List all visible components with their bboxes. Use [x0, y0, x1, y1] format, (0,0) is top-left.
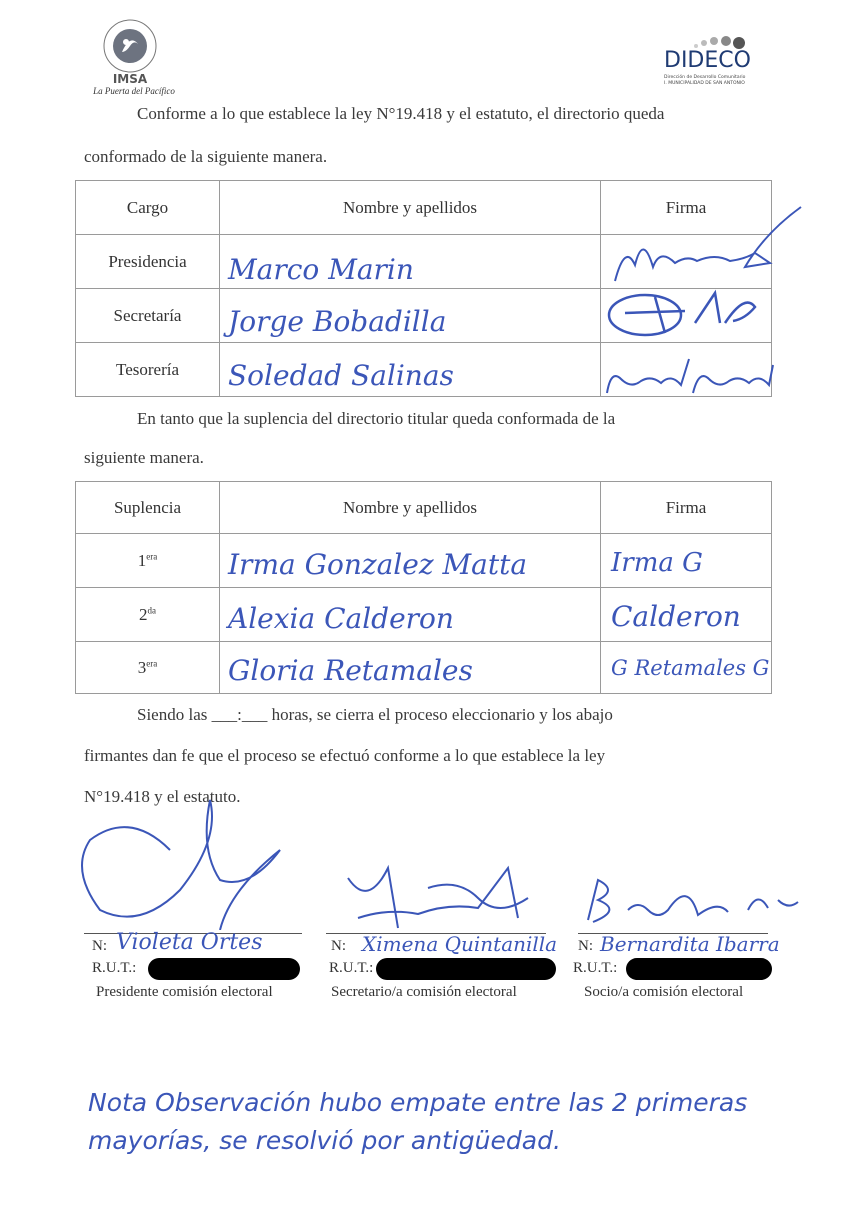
board-signature-cell: [601, 343, 772, 397]
closing-line-3: N°19.418 y el estatuto.: [84, 787, 241, 806]
imsa-name: IMSA: [112, 72, 148, 86]
dideco-logo: [664, 34, 774, 94]
board-name-cell: [220, 235, 601, 289]
board-role: Presidencia: [76, 235, 220, 289]
alternates-rank-suffix: era: [146, 550, 158, 561]
note-line-2: mayorías, se resolvió por antigüedad.: [88, 1126, 561, 1155]
dideco-line2: I. MUNICIPALIDAD DE SAN ANTONIO: [664, 81, 745, 86]
alternates-rank: 3: [137, 657, 147, 677]
commission-name: Bernardita Ibarra: [600, 932, 780, 956]
board-header-name: Nombre y apellidos: [220, 181, 601, 235]
board-name: Jorge Bobadilla: [228, 305, 447, 338]
alternates-name-cell: [220, 534, 601, 588]
board-row: [76, 343, 772, 397]
board-signature-cell: [601, 289, 772, 343]
alternates-rank-cell: [76, 642, 220, 694]
intro-line-1: Conforme a lo que establece la ley N°19.418 y el estatuto, el directorio queda: [137, 104, 665, 123]
alternates-header-name: Nombre y apellidos: [220, 482, 601, 534]
board-header-cargo: Cargo: [76, 181, 220, 235]
alternates-rank-suffix: era: [146, 657, 158, 668]
commission-name-label: N:: [92, 938, 107, 954]
redaction-bar: [376, 958, 556, 980]
signature-icon: [601, 349, 781, 399]
board-name: Soledad Salinas: [228, 359, 454, 392]
alternates-header-suplencia: Suplencia: [76, 482, 220, 534]
commission-rut-label: R.U.T.:: [329, 960, 374, 976]
commission-name: Ximena Quintanilla: [362, 932, 558, 956]
secretary-signature-icon: [328, 848, 568, 938]
signature-icon: [605, 283, 785, 343]
commission-title: Secretario/a comisión electoral: [331, 984, 517, 1000]
intro-line-2: conformado de la siguiente manera.: [84, 147, 328, 166]
alternates-line-2: siguiente manera.: [84, 448, 204, 467]
closing-line-1: Siendo las ___:___ horas, se cierra el proceso eleccionario y los abajo: [137, 705, 613, 724]
board-row: [76, 289, 772, 343]
commission-name: Violeta Ortes: [116, 930, 263, 955]
imsa-logo: [90, 16, 175, 96]
board-header-firma: Firma: [601, 181, 772, 235]
alternates-signature: Calderon: [611, 600, 741, 633]
signature-icon: [605, 203, 805, 293]
commission-rut-label: R.U.T.:: [92, 960, 137, 976]
alternates-name-cell: [220, 642, 601, 694]
imsa-tagline: La Puerta del Pacífico: [93, 86, 175, 96]
dideco-line1: Dirección de Desarrollo Comunitario: [664, 75, 746, 80]
alternates-row: [76, 642, 772, 694]
alternates-name: Irma Gonzalez Matta: [228, 548, 528, 581]
member-signature-icon: [578, 870, 808, 930]
alternates-row: [76, 588, 772, 642]
closing-line-2: firmantes dan fe que el proceso se efectuó conforme a lo que establece la ley: [84, 746, 606, 765]
redaction-bar: [148, 958, 300, 980]
alternates-table: [75, 481, 772, 694]
commission-rut-label: R.U.T.:: [573, 960, 618, 976]
alternates-signature-cell: [601, 534, 772, 588]
commission-title: Presidente comisión electoral: [96, 984, 273, 1000]
alternates-signature: Irma G: [611, 548, 703, 578]
alternates-rank-suffix: da: [147, 604, 156, 615]
alternates-line-1: En tanto que la suplencia del directorio titular queda conformada de la: [137, 409, 616, 428]
alternates-rank-cell: [76, 588, 220, 642]
board-name: Marco Marin: [228, 253, 414, 286]
commission-name-label: N:: [331, 938, 346, 954]
note-line-1: Nota Observación hubo empate entre las 2 primeras: [88, 1088, 748, 1117]
board-row: [76, 235, 772, 289]
imsa-emblem-icon: [90, 16, 170, 76]
president-signature-icon: [70, 790, 310, 930]
alternates-row: [76, 534, 772, 588]
alternates-header-firma: Firma: [601, 482, 772, 534]
redaction-bar: [626, 958, 772, 980]
alternates-name: Alexia Calderon: [228, 602, 454, 635]
dideco-name: DIDECO: [664, 48, 751, 73]
alternates-name-cell: [220, 588, 601, 642]
commission-name-label: N:: [578, 938, 593, 954]
alternates-header-row: [76, 482, 772, 534]
commission-title: Socio/a comisión electoral: [584, 984, 744, 1000]
alternates-name: Gloria Retamales: [228, 654, 473, 687]
alternates-signature-cell: [601, 642, 772, 694]
alternates-signature: G Retamales G: [611, 656, 770, 680]
alternates-rank: 1: [137, 550, 147, 570]
board-role: Tesorería: [76, 343, 220, 397]
board-name-cell: [220, 343, 601, 397]
board-role: Secretaría: [76, 289, 220, 343]
alternates-rank-cell: [76, 534, 220, 588]
board-table: [75, 180, 772, 397]
board-signature-cell: [601, 235, 772, 289]
alternates-signature-cell: [601, 588, 772, 642]
board-name-cell: [220, 289, 601, 343]
alternates-rank: 2: [139, 604, 148, 624]
